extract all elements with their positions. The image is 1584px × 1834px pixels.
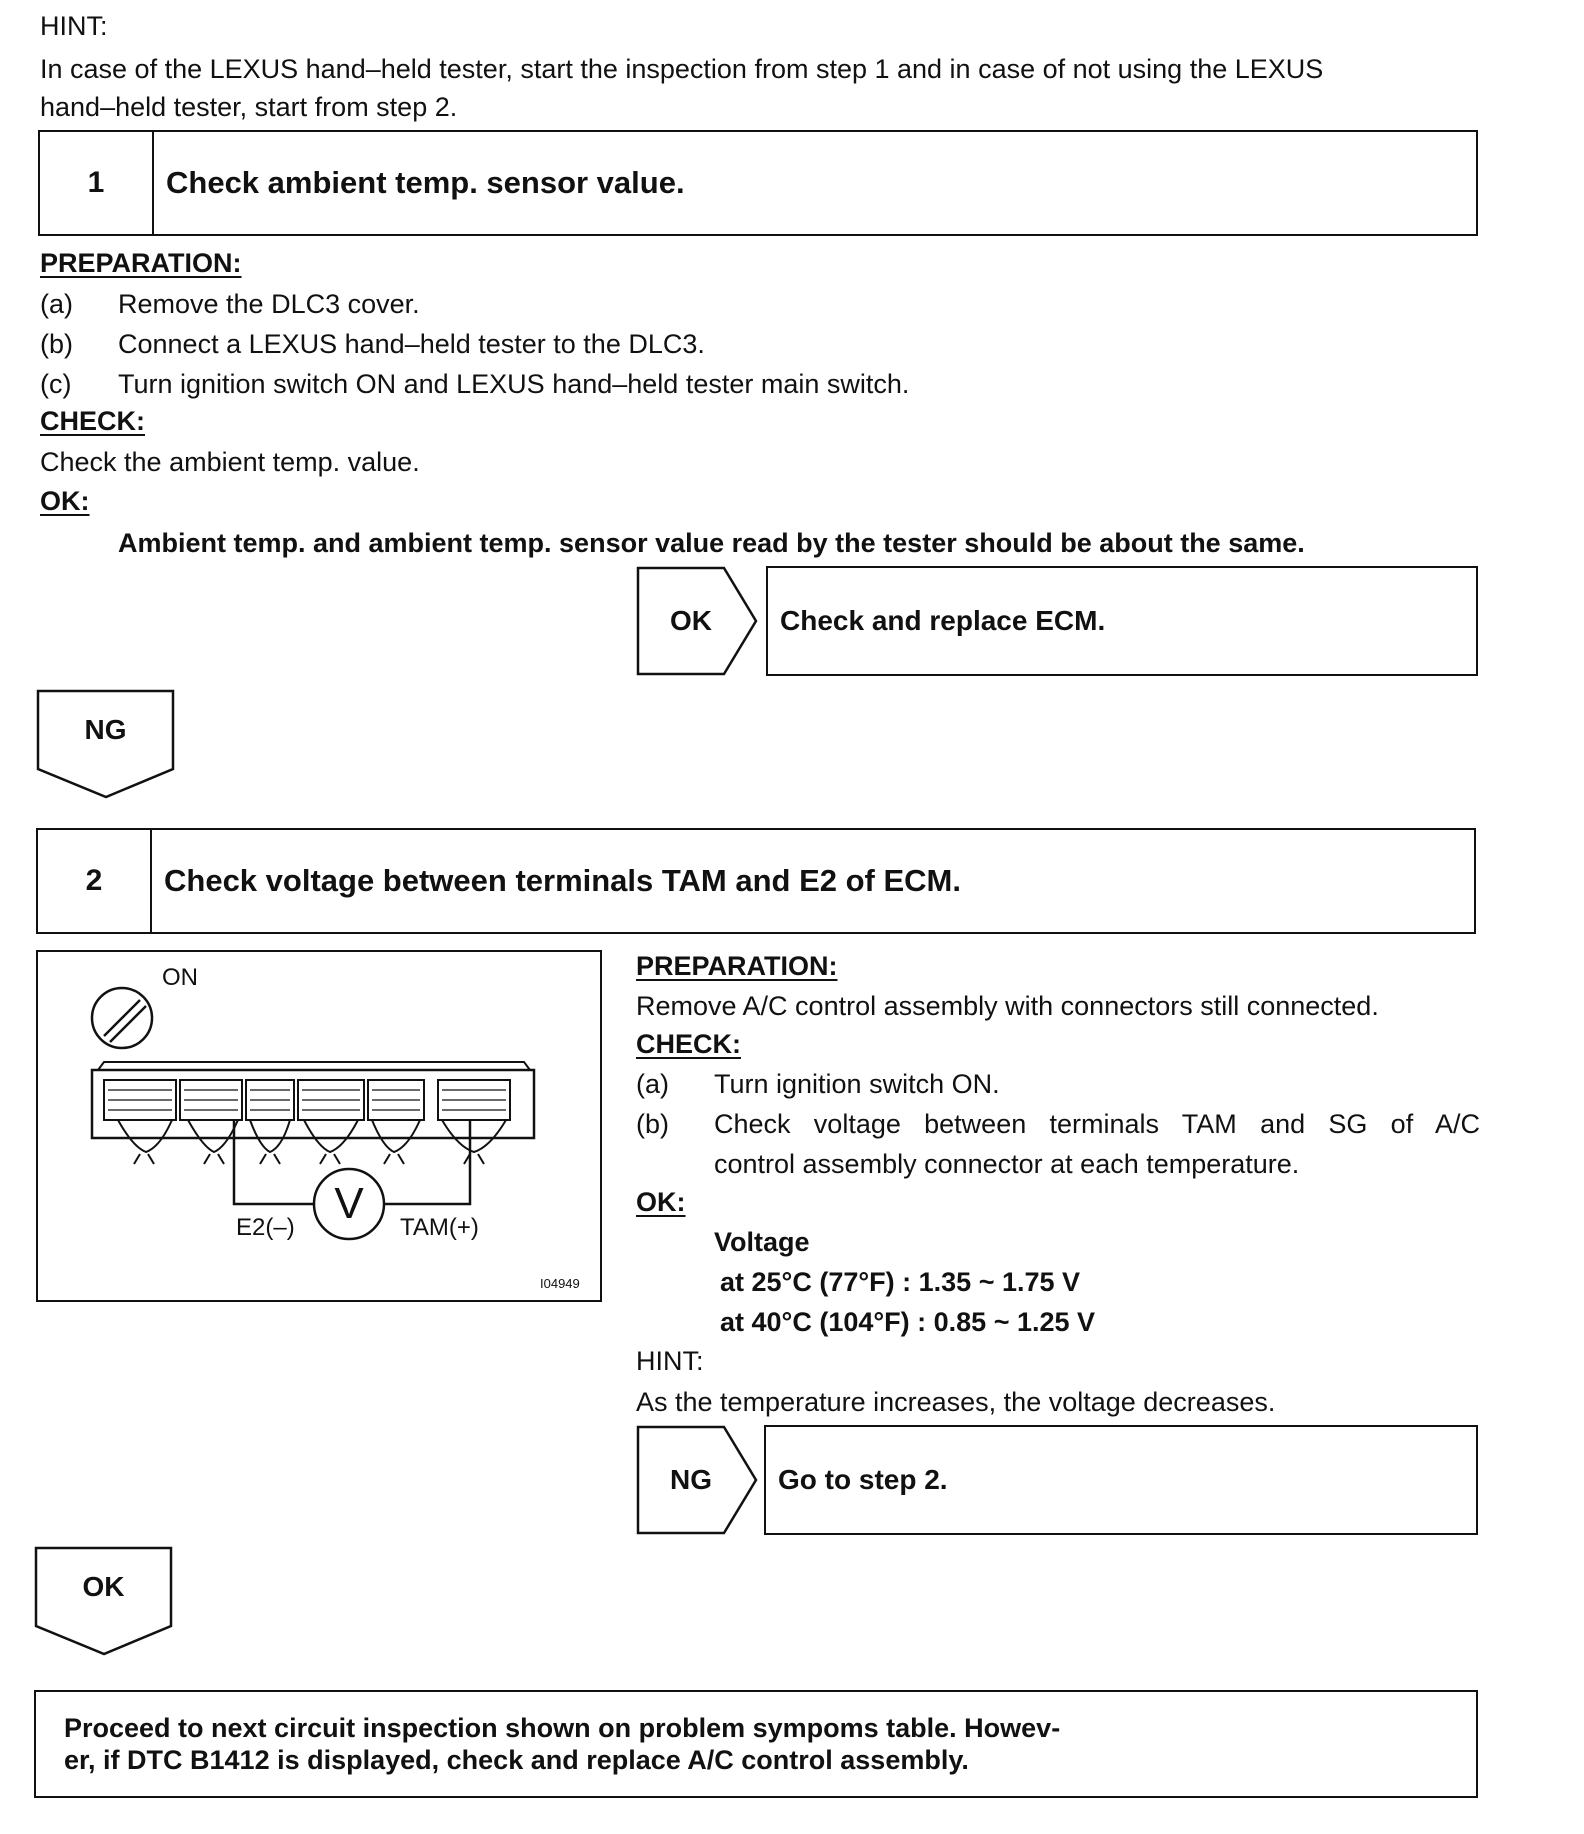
step1-number: 1 — [40, 132, 154, 234]
step1-ng-arrow-label: NG — [84, 714, 127, 745]
step2-spec-line1: at 25°C (77°F) : 1.35 ~ 1.75 V — [720, 1267, 1081, 1297]
step1-check-label: CHECK: — [40, 406, 145, 436]
voltage-check-diagram — [36, 950, 602, 1302]
final-instruction-line1: Proceed to next circuit inspection shown on problem sympoms table. Howev- — [64, 1713, 1061, 1743]
step2-ng-arrow-label: NG — [670, 1464, 712, 1495]
step2-ok-arrow-label: OK — [82, 1571, 125, 1602]
hint-text-line2: hand–held tester, start from step 2. — [40, 92, 458, 122]
step2-ok-label: OK: — [636, 1187, 686, 1217]
step1-prep-c-text: Turn ignition switch ON and LEXUS hand–held tester main switch. — [118, 369, 910, 399]
step2-hint-text: As the temperature increases, the voltage decreases. — [636, 1387, 1276, 1417]
step2-check-label: CHECK: — [636, 1029, 741, 1059]
step2-title: Check voltage between terminals TAM and E2 of ECM. — [164, 863, 961, 898]
step2-check-b-text: Check voltage between terminals TAM and SG of A/C — [714, 1109, 1480, 1139]
step2-check-a-marker: (a) — [636, 1069, 669, 1099]
step2-header — [36, 828, 1476, 934]
ignition-key-icon — [92, 988, 152, 1048]
step1-prep-c-marker: (c) — [40, 369, 72, 399]
step1-prep-b-text: Connect a LEXUS hand–held tester to the DLC3. — [118, 329, 705, 359]
figure-id: I04949 — [540, 1276, 580, 1291]
step2-check-b-marker: (b) — [636, 1109, 669, 1139]
final-instruction-line2: er, if DTC B1412 is displayed, check and replace A/C control assembly. — [64, 1745, 969, 1775]
ecm-connector-illustration — [38, 952, 600, 1300]
voltmeter-symbol: V — [334, 1179, 364, 1228]
hint-label: HINT: — [40, 11, 108, 41]
step1-prep-a-marker: (a) — [40, 289, 73, 319]
step2-number: 2 — [38, 830, 152, 932]
step2-spec-line2: at 40°C (104°F) : 0.85 ~ 1.25 V — [720, 1307, 1096, 1337]
step2-spec-label: Voltage — [714, 1227, 810, 1257]
step2-check-a-text: Turn ignition switch ON. — [714, 1069, 1000, 1099]
tam-terminal-label: TAM(+) — [400, 1214, 479, 1241]
step1-ok-label: OK: — [40, 486, 90, 516]
step1-header — [38, 130, 1478, 236]
step2-ng-result: Go to step 2. — [764, 1425, 1478, 1535]
step2-preparation-label: PREPARATION: — [636, 951, 838, 981]
step1-prep-b-marker: (b) — [40, 329, 73, 359]
step2-preparation-text: Remove A/C control assembly with connectors still connected. — [636, 991, 1379, 1021]
step1-check-text: Check the ambient temp. value. — [40, 447, 420, 477]
hint-text-line1: In case of the LEXUS hand–held tester, start the inspection from step 1 and in case of not using the LEXUS — [40, 54, 1324, 84]
e2-terminal-label: E2(–) — [236, 1214, 295, 1241]
step1-title: Check ambient temp. sensor value. — [166, 165, 685, 200]
ignition-on-label: ON — [162, 964, 198, 991]
step1-ok-arrow-label: OK — [670, 605, 712, 636]
step2-hint-label: HINT: — [636, 1346, 704, 1376]
step1-ok-text: Ambient temp. and ambient temp. sensor value read by the tester should be about the same. — [118, 528, 1305, 558]
step1-prep-a-text: Remove the DLC3 cover. — [118, 289, 420, 319]
step1-preparation-label: PREPARATION: — [40, 248, 242, 278]
final-instruction-box — [34, 1690, 1478, 1798]
step1-ok-result: Check and replace ECM. — [766, 566, 1478, 676]
step2-check-b-text-cont: control assembly connector at each temperature. — [714, 1149, 1300, 1179]
